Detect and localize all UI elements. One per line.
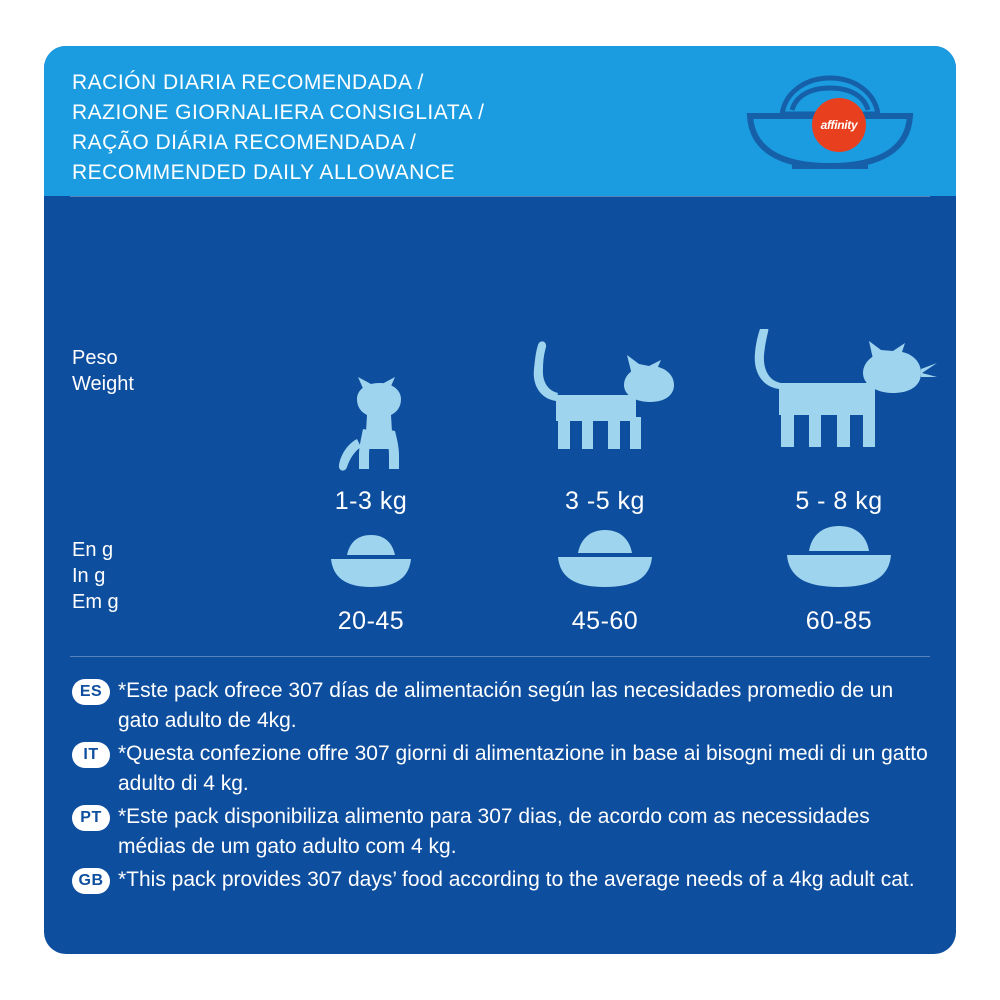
weight-value-small: 1-3 kg (334, 487, 408, 515)
grams-value-small: 20-45 (337, 607, 405, 635)
divider-top (70, 196, 930, 197)
header-title-line-en: RECOMMENDED DAILY ALLOWANCE (72, 161, 456, 184)
feeding-table (44, 196, 956, 658)
note-es (72, 676, 928, 736)
weight-cell-medium (488, 226, 722, 516)
weight-cell-small (254, 226, 488, 516)
affinity-logo-text: affinity (820, 118, 858, 132)
grams-value-large: 60-85 (805, 607, 873, 635)
table-row-grams (44, 496, 956, 656)
food-bowl-icon (323, 529, 419, 599)
cat-icon (520, 339, 690, 479)
grams-cell-small (254, 496, 488, 656)
weight-value-medium: 3 -5 kg (565, 487, 645, 515)
grams-cell-medium (488, 496, 722, 656)
affinity-bowl-logo (730, 70, 930, 180)
grams-cell-large (722, 496, 956, 656)
divider-bottom (70, 656, 930, 657)
feeding-guide-panel (44, 46, 956, 954)
header-title-line-pt: RAÇÃO DIÁRIA RECOMENDADA / (72, 131, 417, 154)
weight-cell-large (722, 226, 956, 516)
note-text-es: *Este pack ofrece 307 días de alimentación según las necesidades promedio de un gato adulto de 4kg. (118, 679, 894, 732)
row-label-grams (44, 496, 254, 656)
row-label-grams-line-1: En g (72, 539, 114, 561)
food-bowl-icon (550, 525, 660, 599)
header-title-line-it: RAZIONE GIORNALIERA CONSIGLIATA / (72, 101, 485, 124)
food-bowl-icon (779, 521, 899, 599)
cat-icon (739, 329, 939, 479)
cat-icon (311, 369, 431, 479)
note-text-gb: *This pack provides 307 days’ food according to the average needs of a 4kg adult cat. (118, 868, 915, 891)
row-label-grams-line-3: Em g (72, 591, 119, 613)
note-text-pt: *Este pack disponibiliza alimento para 307 dias, de acordo com as necessidades médias de um gato adulto com 4 kg. (118, 805, 870, 858)
grams-value-medium: 45-60 (571, 607, 639, 635)
row-label-weight-line-1: Peso (72, 347, 118, 369)
note-text-it: *Questa confezione offre 307 giorni di alimentazione in base ai bisogni medi di un gatto adulto di 4 kg. (118, 742, 928, 795)
row-label-weight (44, 226, 254, 516)
note-gb (72, 865, 928, 895)
flag-badge-gb: GB (72, 868, 110, 894)
row-label-grams-line-2: In g (72, 565, 106, 587)
panel-header (44, 46, 956, 196)
note-it (72, 739, 928, 799)
affinity-logo-dot (812, 98, 866, 152)
row-label-weight-line-2: Weight (72, 373, 134, 395)
flag-badge-pt: PT (72, 805, 110, 831)
notes-section (44, 658, 956, 954)
flag-badge-es: ES (72, 679, 110, 705)
header-title-line-es: RACIÓN DIARIA RECOMENDADA / (72, 71, 424, 94)
note-pt (72, 802, 928, 862)
flag-badge-it: IT (72, 742, 110, 768)
weight-value-large: 5 - 8 kg (795, 487, 883, 515)
